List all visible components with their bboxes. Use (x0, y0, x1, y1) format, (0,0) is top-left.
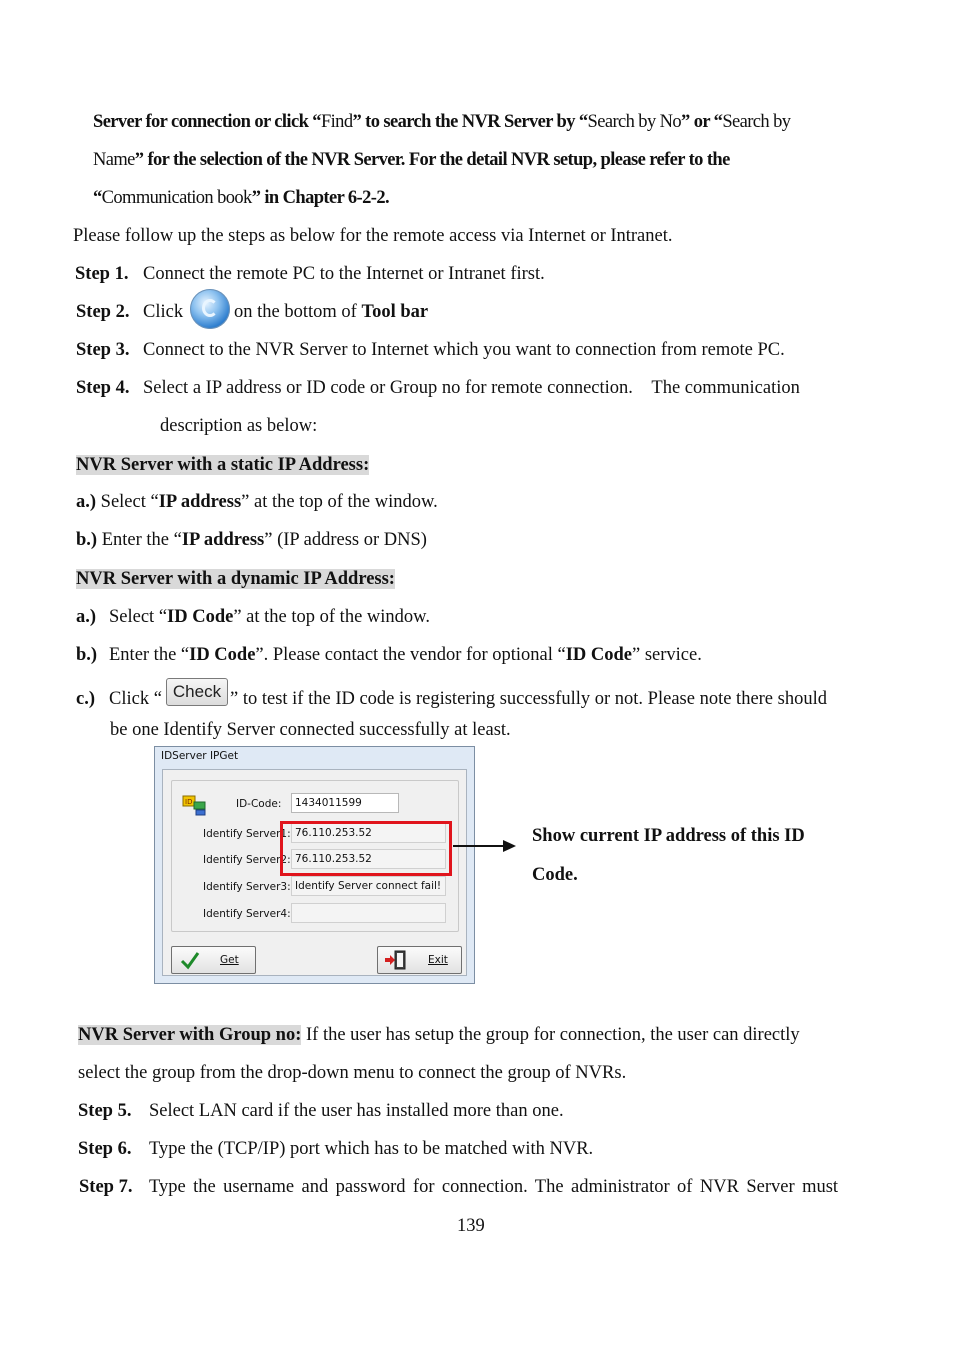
checkmark-icon (180, 950, 200, 970)
identify-server1-label: Identify Server1: (203, 828, 291, 840)
intro-line-2: Name” for the selection of the NVR Server. For the detail NVR setup, please refer to the (93, 150, 730, 170)
step-6: Step 6. Type the (TCP/IP) port which has to be matched with NVR. (78, 1139, 594, 1159)
page-number: 139 (457, 1216, 485, 1236)
step-4-continued: description as below: (160, 416, 318, 436)
static-ip-heading: NVR Server with a static IP Address: (76, 455, 370, 475)
step-1: Step 1. Connect the remote PC to the Internet or Intranet first. (75, 264, 545, 284)
identify-server3-field: Identify Server connect fail! (291, 876, 446, 896)
identify-server4-label: Identify Server4: (203, 908, 291, 920)
intro-line-1: Server for connection or click “Find” to search the NVR Server by “Search by No” or “Search by (93, 112, 791, 132)
static-ip-b: b.) Enter the “IP address” (IP address or DNS) (76, 530, 427, 550)
group-paragraph-line-1: NVR Server with Group no: If the user has setup the group for connection, the user can directly (78, 1025, 800, 1045)
dynamic-ip-heading: NVR Server with a dynamic IP Address: (76, 569, 395, 589)
step-7: Step 7. Type the username and password for connection. The administrator of NVR Server must (79, 1177, 839, 1197)
get-button-label: Get (220, 954, 239, 966)
step-2: Step 2. Click on the bottom of Tool bar (76, 302, 429, 322)
get-button[interactable] (171, 946, 256, 974)
dynamic-ip-c-continued: be one Identify Server connected successfully at least. (110, 720, 511, 740)
exit-button-label: Exit (428, 954, 448, 966)
dynamic-ip-b: b.) Enter the “ID Code”. Please contact the vendor for optional “ID Code” service. (76, 645, 702, 665)
check-button[interactable]: Check (166, 678, 228, 706)
step-4: Step 4. Select a IP address or ID code or Group no for remote connection. The communication (76, 378, 800, 398)
remote-connect-icon (190, 289, 230, 329)
identify-server2-field: 76.110.253.52 (291, 849, 446, 869)
step-5: Step 5. Select LAN card if the user has installed more than one. (78, 1101, 564, 1121)
id-code-label: ID-Code: (236, 798, 282, 810)
exit-button[interactable] (377, 946, 462, 974)
exit-door-icon (384, 950, 408, 970)
intro-line-3: “Communication book” in Chapter 6-2-2. (93, 188, 389, 208)
callout-arrow-head (503, 840, 516, 852)
callout-arrow-line (453, 845, 505, 847)
callout-text-2: Code. (532, 865, 578, 885)
svg-text:ID: ID (185, 798, 193, 806)
dynamic-ip-c: c.) Click “ ” to test if the ID code is registering successfully or not. Please note there should (76, 689, 827, 709)
static-ip-a: a.) Select “IP address” at the top of the window. (76, 492, 438, 512)
dialog-title: IDServer IPGet (161, 750, 239, 762)
highlight-box (280, 821, 452, 876)
identify-server1-field: 76.110.253.52 (291, 823, 446, 843)
identify-server4-field (291, 903, 446, 923)
identify-server3-label: Identify Server3: (203, 881, 291, 893)
dynamic-ip-a: a.) Select “ID Code” at the top of the window. (76, 607, 430, 627)
id-card-icon (182, 793, 208, 817)
identify-server2-label: Identify Server2: (203, 854, 291, 866)
step-3: Step 3. Connect to the NVR Server to Internet which you want to connection from remote PC. (76, 340, 785, 360)
follow-text: Please follow up the steps as below for the remote access via Internet or Intranet. (73, 226, 673, 246)
id-code-input[interactable]: 1434011599 (291, 793, 399, 813)
callout-text-1: Show current IP address of this ID (532, 826, 805, 846)
group-paragraph-line-2: select the group from the drop-down menu to connect the group of NVRs. (78, 1063, 627, 1083)
